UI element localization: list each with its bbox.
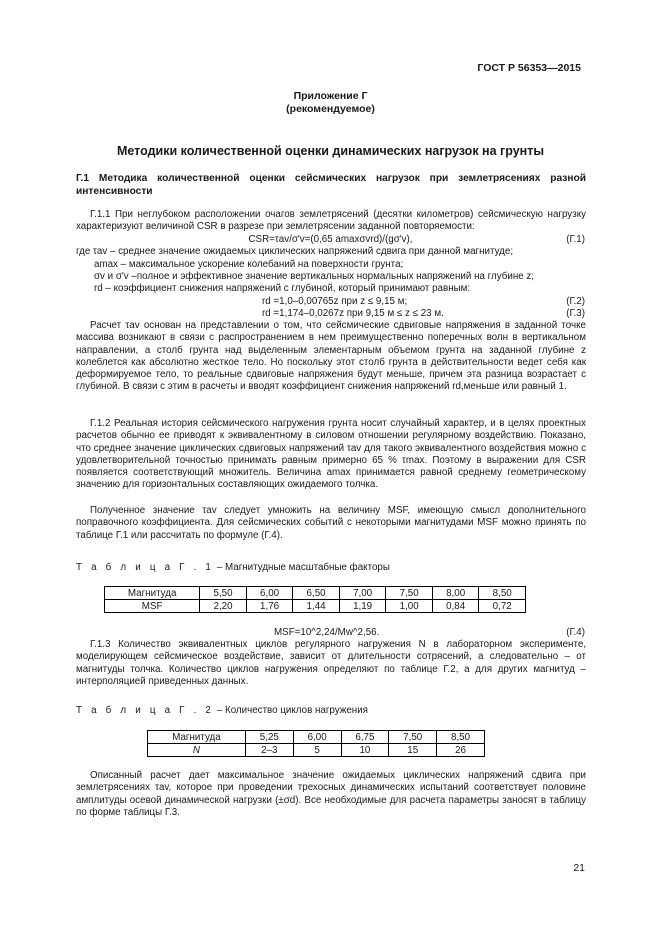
table-g1-caption xyxy=(76,562,390,574)
table-cell: 7,00 xyxy=(339,587,386,600)
equation-g4-number: (Г.4) xyxy=(566,627,585,638)
paragraph-g111: Г.1.1 При неглубоком расположении очагов землетрясений (десятки километров) сейсмическую нагрузку характеризуют величиной CSR в разрезе при землетрясении заданной повторяемости: xyxy=(76,209,586,233)
equation-g1: CSR=τav/σ'v=(0,65 amaxσvrd)/(gσ'v), xyxy=(248,234,413,245)
table-cell: 6,50 xyxy=(293,587,340,600)
table-cell: 10 xyxy=(341,744,389,757)
table-g1 xyxy=(104,586,526,613)
table-cell: 15 xyxy=(389,744,437,757)
table-g2-label: Т а б л и ц а Г . 2 xyxy=(76,705,215,716)
equation-g1-number: (Г.1) xyxy=(566,234,585,245)
equation-g2: rd =1,0–0,00765z при z ≤ 9,15 м; xyxy=(262,296,408,307)
equation-g3-number: (Г.3) xyxy=(566,308,585,319)
table-cell: 26 xyxy=(437,744,485,757)
table-cell: 8,50 xyxy=(437,731,485,744)
table-cell: 2–3 xyxy=(245,744,293,757)
table-cell: MSF xyxy=(105,600,200,613)
table-cell: 7,50 xyxy=(386,587,433,600)
table-g1-caption-text: – Магнитудные масштабные факторы xyxy=(216,562,390,573)
table-cell: 5 xyxy=(293,744,341,757)
table-row xyxy=(148,744,485,757)
table-g2 xyxy=(147,730,485,757)
table-cell: 5,25 xyxy=(245,731,293,744)
table-cell: 7,50 xyxy=(389,731,437,744)
table-cell: 6,75 xyxy=(341,731,389,744)
appendix-title: Приложение Г xyxy=(293,90,368,102)
table-row xyxy=(105,587,526,600)
table-cell: Магнитуда xyxy=(105,587,200,600)
table-cell: 0,72 xyxy=(479,600,526,613)
equation-g3: rd =1,174–0,0267z при 9,15 м ≤ z ≤ 23 м. xyxy=(262,308,444,319)
table-g2-caption-text: – Количество циклов нагружения xyxy=(216,705,368,716)
table-g1-label: Т а б л и ц а Г . 1 xyxy=(76,562,215,573)
paragraph-final: Описанный расчет дает максимальное значение ожидаемых циклических напряжений сдвига при землетрясениях τav, которое при проведении трехосных динамических испытаний соответствует половине амплитуды осевой динамической нагрузки (±σd). Все необходимые для расчета параметры заносят в таблицу по форме таблицы Г.3. xyxy=(76,770,586,818)
section-g1-title: Г.1 Методика количественной оценки сейсмических нагрузок при землетрясениях разной интенсивности xyxy=(76,173,586,197)
table-cell: 1,00 xyxy=(386,600,433,613)
table-cell: N xyxy=(148,744,246,757)
table-cell: 1,19 xyxy=(339,600,386,613)
paragraph-g112: Г.1.2 Реальная история сейсмического нагружения грунта носит случайный характер, и в целях проектных расчетов обычно ее приводят к эквивалентному в силовом отношении регулярному воздействию. Показано, что среднее значение циклических сдвиговых напряжений τav для такого эквивалентного воздействия можно с удовлетворительной точностью принимать равным примерно 65 % τmax. Поэтому в выражении для CSR появляется соответствующий множитель. Величина amax принимается равной среднему геометрическому значению для горизонтальных составляющих ожидаемого толчка. xyxy=(76,418,586,491)
table-cell: Магнитуда xyxy=(148,731,246,744)
table-cell: 0,84 xyxy=(432,600,479,613)
paragraph-calculation: Расчет τav основан на представлении о том, что сейсмические сдвиговые напряжения в заданной точке массива возникают в связи с распространением в нем преимущественно поперечных волн в вертикальном направлении, а столб грунта над выделенным элементарным объемом грунта на заданной глубине z колеблется как абсолютно жесткое тело. Но поскольку этот столб грунта в действительности ведет себя как деформируемое тело, то реальные сдвиговые напряжения будут меньше, причем эта разница возрастает с глубиной. В связи с этим в расчеты и вводят коэффициент снижения напряжений rd,меньше или равный 1. xyxy=(76,320,586,393)
definition-tau: где τav – среднее значение ожидаемых циклических напряжений сдвига при данной магнитуде; xyxy=(76,246,514,257)
definition-rd: rd – коэффициент снижения напряжений с глубиной, который принимают равным: xyxy=(94,283,471,294)
table-cell: 2,20 xyxy=(200,600,247,613)
appendix-status: (рекомендуемое) xyxy=(286,103,375,115)
paragraph-g113: Г.1.3 Количество эквивалентных циклов регулярного нагружения N в лабораторном эксперименте, моделирующем сейсмическое воздействие, зависит от длительности сотрясений, а следовательно – от магнитуды толчка. Количество циклов нагружения определяют по таблице Г.2, а для других магнитуд – интерполяцией приведенных данных. xyxy=(76,639,586,687)
definition-amax: amax – максимальное ускорение колебаний на поверхности грунта; xyxy=(94,259,404,270)
table-cell: 5,50 xyxy=(200,587,247,600)
table-row xyxy=(148,731,485,744)
table-cell: 1,44 xyxy=(293,600,340,613)
equation-g2-number: (Г.2) xyxy=(566,296,585,307)
table-cell: 6,00 xyxy=(246,587,293,600)
main-title: Методики количественной оценки динамических нагрузок на грунты xyxy=(116,144,544,158)
definition-sigma: σv и σ'v –полное и эффективное значение вертикальных нормальных напряжений на глубине z; xyxy=(94,271,535,282)
table-row xyxy=(105,600,526,613)
table-cell: 8,50 xyxy=(479,587,526,600)
equation-g4: MSF=10^2,24/Mw^2,56. xyxy=(274,627,380,638)
standard-header: ГОСТ Р 56353—2015 xyxy=(477,62,581,74)
paragraph-msf: Полученное значение τav следует умножить на величину MSF, имеющую смысл дополнительного поправочного коэффициента. Для сейсмических событий с некоторыми магнитудами MSF можно принять по таблице Г.1 или рассчитать по формуле (Г.4). xyxy=(76,505,586,541)
table-cell: 6,00 xyxy=(293,731,341,744)
table-g2-caption xyxy=(76,705,368,717)
table-cell: 8,00 xyxy=(432,587,479,600)
table-cell: 1,76 xyxy=(246,600,293,613)
page-number: 21 xyxy=(573,862,585,874)
